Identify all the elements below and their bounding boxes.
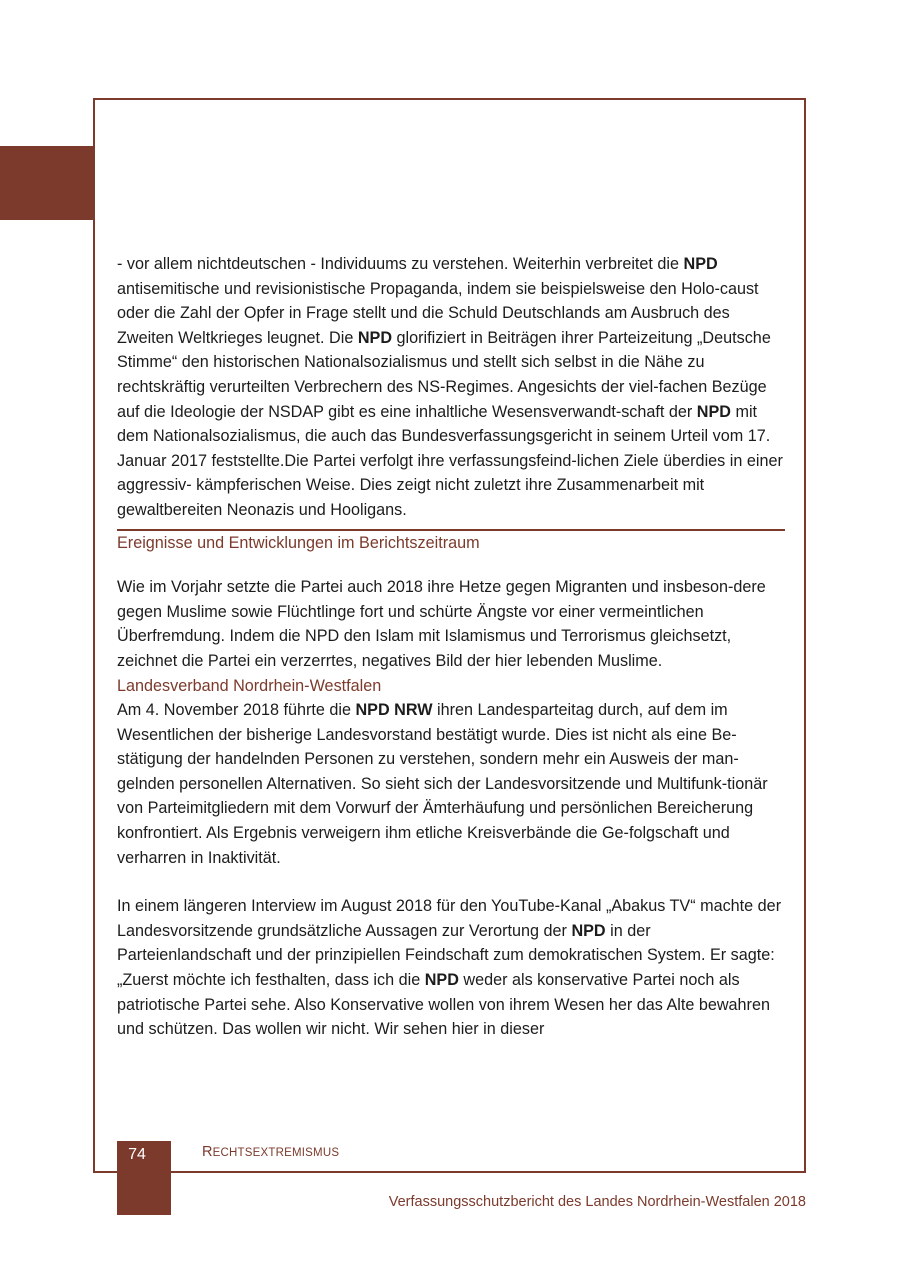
report-title: Verfassungsschutzbericht des Landes Nordrhein-Westfalen 2018: [388, 1194, 806, 1210]
bold-npd: NPD: [357, 328, 393, 347]
bold-npd-nrw: NPD NRW: [355, 701, 433, 720]
page-number-block: [117, 1141, 171, 1215]
chapter-marker-block: [0, 146, 94, 220]
section-label: RECHTSEXTREMISMUS: [202, 1144, 340, 1160]
paragraph-party-congress: Am 4. November 2018 führte die NPD NRW ihren Landesparteitag durch, auf dem im Wesentlichen der bisherige Landesvorstand bestätigt wurde. Dies ist nicht als eine Be-stätigung der handelnden Personen zu verstehen, sondern mehr ein Ausweis der man-gelnden personellen Alternativen. So sieht sich der Landesvorsitzende und Multifunk-tionär von Parteimitgliedern mit dem Vorwurf der Ämterhäufung und persönlichen Bereicherung konfrontiert. Als Ergebnis verweigern ihm etliche Kreisverbände die Ge-folgschaft und verharren in Inaktivität.: [117, 701, 768, 867]
paragraph-npd-ideology: - vor allem nichtdeutschen - Individuums zu verstehen. Weiterhin verbreitet die NPD antisemitische und revisionistische Propaganda, indem sie beispielsweise den Holo-caust oder die Zahl der Opfer in Frage stellt und die Schuld Deutschlands am Ausbruch des Zweiten Weltkrieges leugnet. Die NPD glorifiziert in Beiträgen ihrer Parteizeitung „Deutsche Stimme“ den historischen Nationalsozialismus und stellt sich selbst in die Nähe zu rechtskräftig verurteilten Verbrechern des NS-Regimes. Angesichts der viel-fachen Bezüge auf die Ideologie der NSDAP gibt es eine inhaltliche Wesensverwandt-schaft der NPD mit dem Nationalsozialismus, die auch das Bundesverfassungsgericht in seinem Urteil vom 17. Januar 2017 feststellte.Die Partei verfolgt ihre verfassungsfeind-lichen Ziele überdies in einer aggressiv- kämpferischen Weise. Dies zeigt nicht zuletzt ihre Zusammenarbeit mit gewaltbereiten Neonazis und Hooligans.: [117, 255, 783, 519]
heading-events: Ereignisse und Entwicklungen im Berichtszeitraum: [117, 533, 480, 552]
paragraph-interview: In einem längeren Interview im August 2018 für den YouTube-Kanal „Abakus TV“ machte der Landesvorsitzende grundsätzliche Aussagen zur Verortung der NPD in der Parteienlandschaft und der prinzipiellen Feindschaft zum demokratischen System. Er sagte: „Zuerst möchte ich festhalten, dass ich die NPD weder als konservative Partei noch als patriotische Partei sehe. Also Konservative wollen von ihrem Wesen her das Alte bewahren und schützen. Das wollen wir nicht. Wir sehen hier in dieser: [117, 897, 782, 1039]
heading-nrw: Landesverband Nordrhein-Westfalen: [117, 676, 382, 695]
paragraph-events: Wie im Vorjahr setzte die Partei auch 2018 ihre Hetze gegen Migranten und insbeson-dere gegen Muslime sowie Flüchtlinge fort und schürte Ängste vor einer vermeintlichen Überfremdung. Indem die NPD den Islam mit Islamismus und Terrorismus gleichsetzt, zeichnet die Partei ein verzerrtes, negatives Bild der hier lebenden Muslime.: [117, 578, 766, 670]
bold-npd: NPD: [424, 971, 459, 990]
bold-npd: NPD: [696, 402, 731, 421]
page-number: 74: [128, 1146, 146, 1163]
bold-npd: NPD: [683, 255, 718, 273]
bold-npd: NPD: [571, 921, 606, 940]
main-content: [117, 252, 787, 1042]
